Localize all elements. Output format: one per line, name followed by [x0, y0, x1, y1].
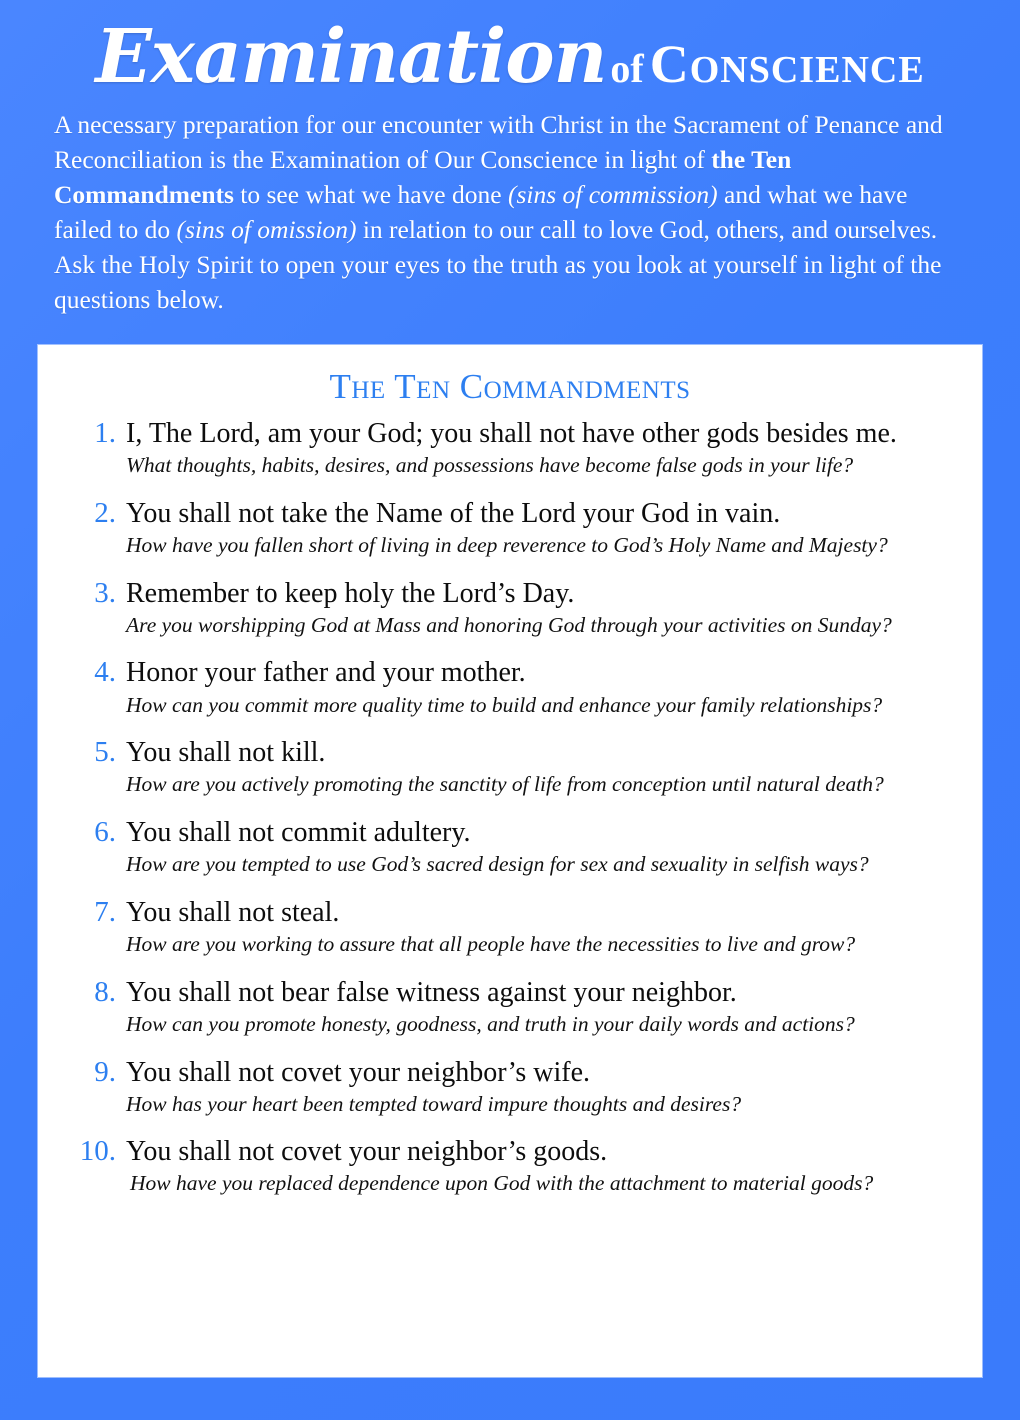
list-item-body — [126, 816, 954, 878]
list-item-text: Remember to keep holy the Lord’s Day. — [126, 577, 575, 609]
list-item — [58, 417, 954, 479]
list-item-question: How can you promote honesty, goodness, and truth in your daily words and actions? — [126, 1011, 855, 1036]
list-item-body — [126, 1056, 954, 1118]
intro-italic-omission: (sins of omission) — [176, 214, 357, 244]
list-item-text: I, The Lord, am your God; you shall not have other gods besides me. — [126, 418, 897, 449]
list-item-number: 4. — [94, 656, 116, 689]
list-item-text: Honor your father and your mother. — [126, 657, 526, 689]
list-item-body — [126, 497, 954, 559]
title-of-word: of — [610, 46, 644, 91]
intro-paragraph — [46, 108, 974, 318]
list-item-question: Are you worshipping God at Mass and honoring God through your activities on Sunday? — [126, 612, 892, 637]
intro-part-3: and what we have failed to do — [54, 179, 908, 244]
list-item-question: How has your heart been tempted toward impure thoughts and desires? — [126, 1091, 742, 1116]
list-item-number: 10. — [79, 1135, 116, 1168]
commandments-card — [38, 345, 982, 1377]
intro-italic-commission: (sins of commission) — [507, 179, 718, 209]
document-header — [0, 0, 1020, 318]
list-item-question: How can you commit more quality time to build and enhance your family relationships? — [126, 692, 883, 717]
list-item — [58, 1056, 954, 1118]
list-item — [58, 976, 954, 1038]
list-item-question: How are you actively promoting the sanctity of life from conception until natural death? — [126, 772, 884, 797]
list-item-number: 2. — [94, 496, 116, 529]
list-item-number: 1. — [94, 417, 116, 449]
list-item-body — [126, 736, 954, 798]
intro-part-1: A necessary preparation for our encounter with Christ in the Sacrament of Penance and Reconciliation is the Examination of Our Conscience in light of — [54, 110, 943, 174]
list-item-body — [126, 1135, 954, 1197]
title-caps-word: Conscience — [649, 34, 925, 94]
intro-bold-ten-commandments: the Ten Commandments — [54, 144, 792, 209]
list-item-body — [126, 417, 954, 479]
list-item — [58, 736, 954, 798]
commandments-list — [38, 417, 982, 1197]
list-item-number: 8. — [94, 975, 116, 1008]
list-item-text: You shall not steal. — [126, 896, 340, 928]
list-item-text: You shall not kill. — [126, 737, 326, 769]
list-item-text: You shall not bear false witness against your neighbor. — [126, 976, 737, 1008]
intro-part-4: in relation to our call to love God, others, and ourselves. Ask the Holy Spirit to open your eyes to the truth as you look at yourself in light of the questions below. — [54, 214, 942, 314]
list-item-question: How are you tempted to use God’s sacred design for sex and sexuality in selfish ways? — [126, 852, 869, 877]
list-item-body — [126, 896, 954, 958]
list-item-number: 3. — [94, 576, 116, 609]
list-item-number: 9. — [94, 1055, 116, 1088]
list-item-question: How have you fallen short of living in deep reverence to God’s Holy Name and Majesty? — [126, 532, 888, 557]
list-item-number: 6. — [94, 816, 116, 849]
list-item-text: You shall not covet your neighbor’s wife. — [126, 1056, 591, 1088]
intro-part-2: to see what we have done — [233, 179, 508, 209]
list-item-question: How are you working to assure that all people have the necessities to live and grow? — [126, 932, 856, 956]
list-item-number: 7. — [94, 895, 116, 928]
list-item-text: You shall not commit adultery. — [126, 817, 471, 849]
list-item — [58, 656, 954, 718]
list-item-question: How have you replaced dependence upon God with the attachment to material goods? — [130, 1171, 874, 1196]
list-item-body — [126, 656, 954, 718]
list-item-body — [126, 976, 954, 1038]
list-item-text: You shall not take the Name of the Lord your God in vain. — [126, 497, 781, 529]
title-script-word: Examination — [95, 14, 607, 100]
list-item-text: You shall not covet your neighbor’s goods. — [126, 1136, 608, 1168]
list-item — [58, 497, 954, 559]
list-item — [58, 896, 954, 958]
list-item — [58, 577, 954, 639]
list-item — [58, 816, 954, 878]
list-item-number: 5. — [94, 736, 116, 769]
card-title: The Ten Commandments — [329, 367, 691, 406]
list-item-question: What thoughts, habits, desires, and possessions have become false gods in your life? — [126, 453, 854, 478]
list-item-body — [126, 577, 954, 639]
page-title — [46, 14, 974, 98]
list-item — [58, 1135, 954, 1197]
